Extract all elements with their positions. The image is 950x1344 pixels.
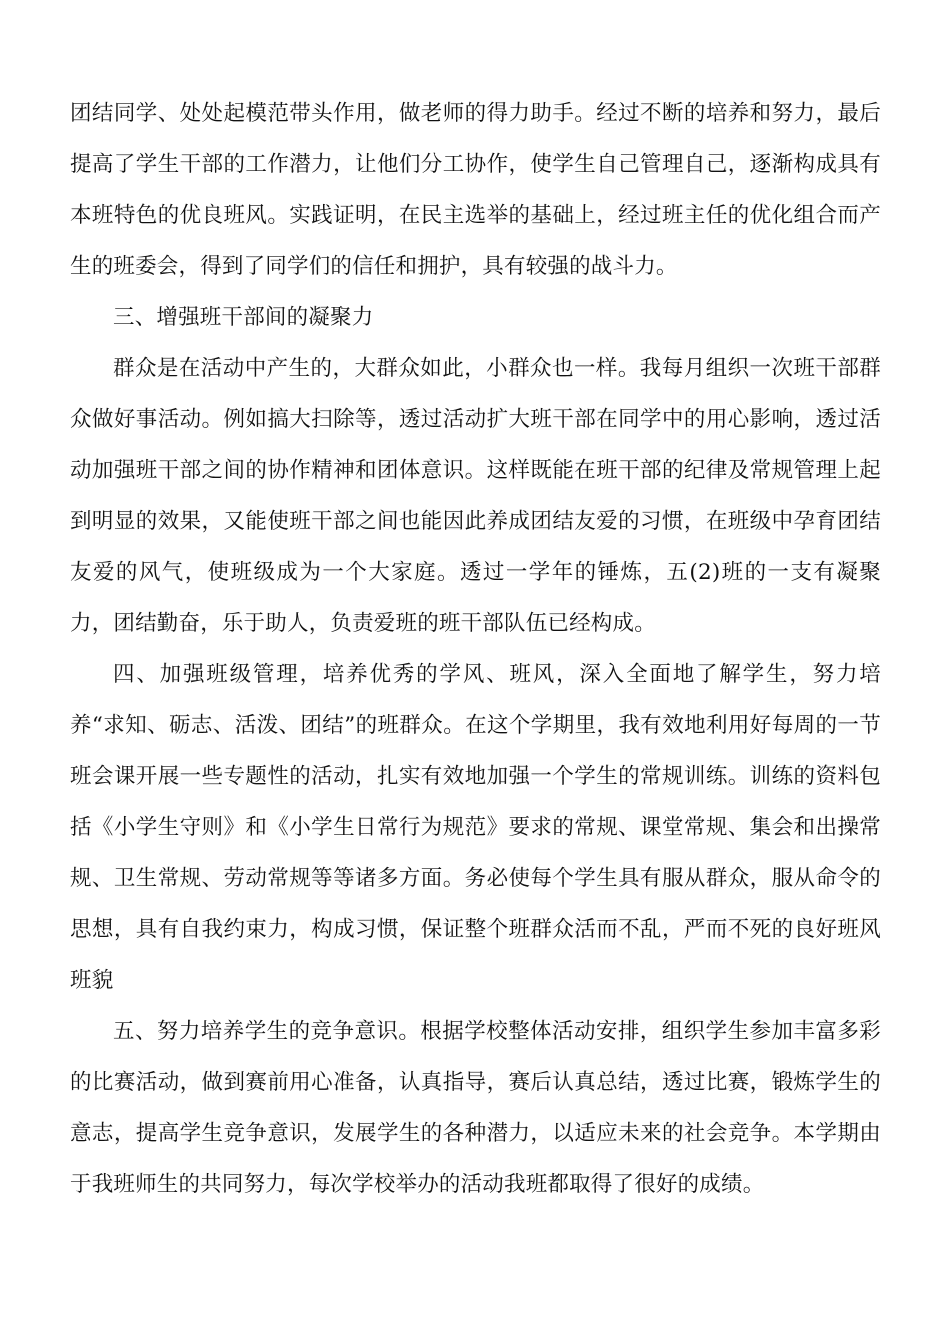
paragraph-cohesion: 群众是在活动中产生的，大群众如此，小群众也一样。我每月组织一次班干部群众做好事活动。例如搞大扫除等，透过活动扩大班干部在同学中的用心影响，透过活动加强班干部之间的协作精神和团体意识。这样既能在班干部的纪律及常规管理上起到明显的效果，又能使班干部之间也能因此养成团结友爱的习惯，在班级中孕育团结友爱的风气，使班级成为一个大家庭。透过一学年的锤炼，五(2)班的一支有凝聚力，团结勤奋，乐于助人，负责爱班的班干部队伍已经构成。 (70, 356, 881, 636)
paragraph-intro: 团结同学、处处起模范带头作用，做老师的得力助手。经过不断的培养和努力，最后提高了学生干部的工作潜力，让他们分工协作，使学生自己管理自己，逐渐构成具有本班特色的优良班风。实践证明，在民主选举的基础上，经过班主任的优化组合而产生的班委会，得到了同学们的信任和拥护，具有较强的战斗力。 (70, 101, 881, 279)
paragraph-competition: 五、努力培养学生的竞争意识。根据学校整体活动安排，组织学生参加丰富多彩的比赛活动，做到赛前用心准备，认真指导，赛后认真总结，透过比赛，锻炼学生的意志，提高学生竞争意识，发展学生的各种潜力，以适应未来的社会竞争。本学期由于我班师生的共同努力，每次学校举办的活动我班都取得了很好的成绩。 (70, 1019, 881, 1197)
section-heading-3: 三、增强班干部间的凝聚力 (113, 305, 374, 330)
paragraph-class-management: 四、加强班级管理，培养优秀的学风、班风，深入全面地了解学生，努力培养“求知、砺志、活泼、团结”的班群众。在这个学期里，我有效地利用好每周的一节班会课开展一些专题性的活动，扎实有效地加强一个学生的常规训练。训练的资料包括《小学生守则》和《小学生日常行为规范》要求的常规、课堂常规、集会和出操常规、卫生常规、劳动常规等等诸多方面。务必使每个学生具有服从群众，服从命令的思想，具有自我约束力，构成习惯，保证整个班群众活而不乱，严而不死的良好班风班貌 (70, 662, 881, 993)
document-page (70, 88, 881, 1210)
